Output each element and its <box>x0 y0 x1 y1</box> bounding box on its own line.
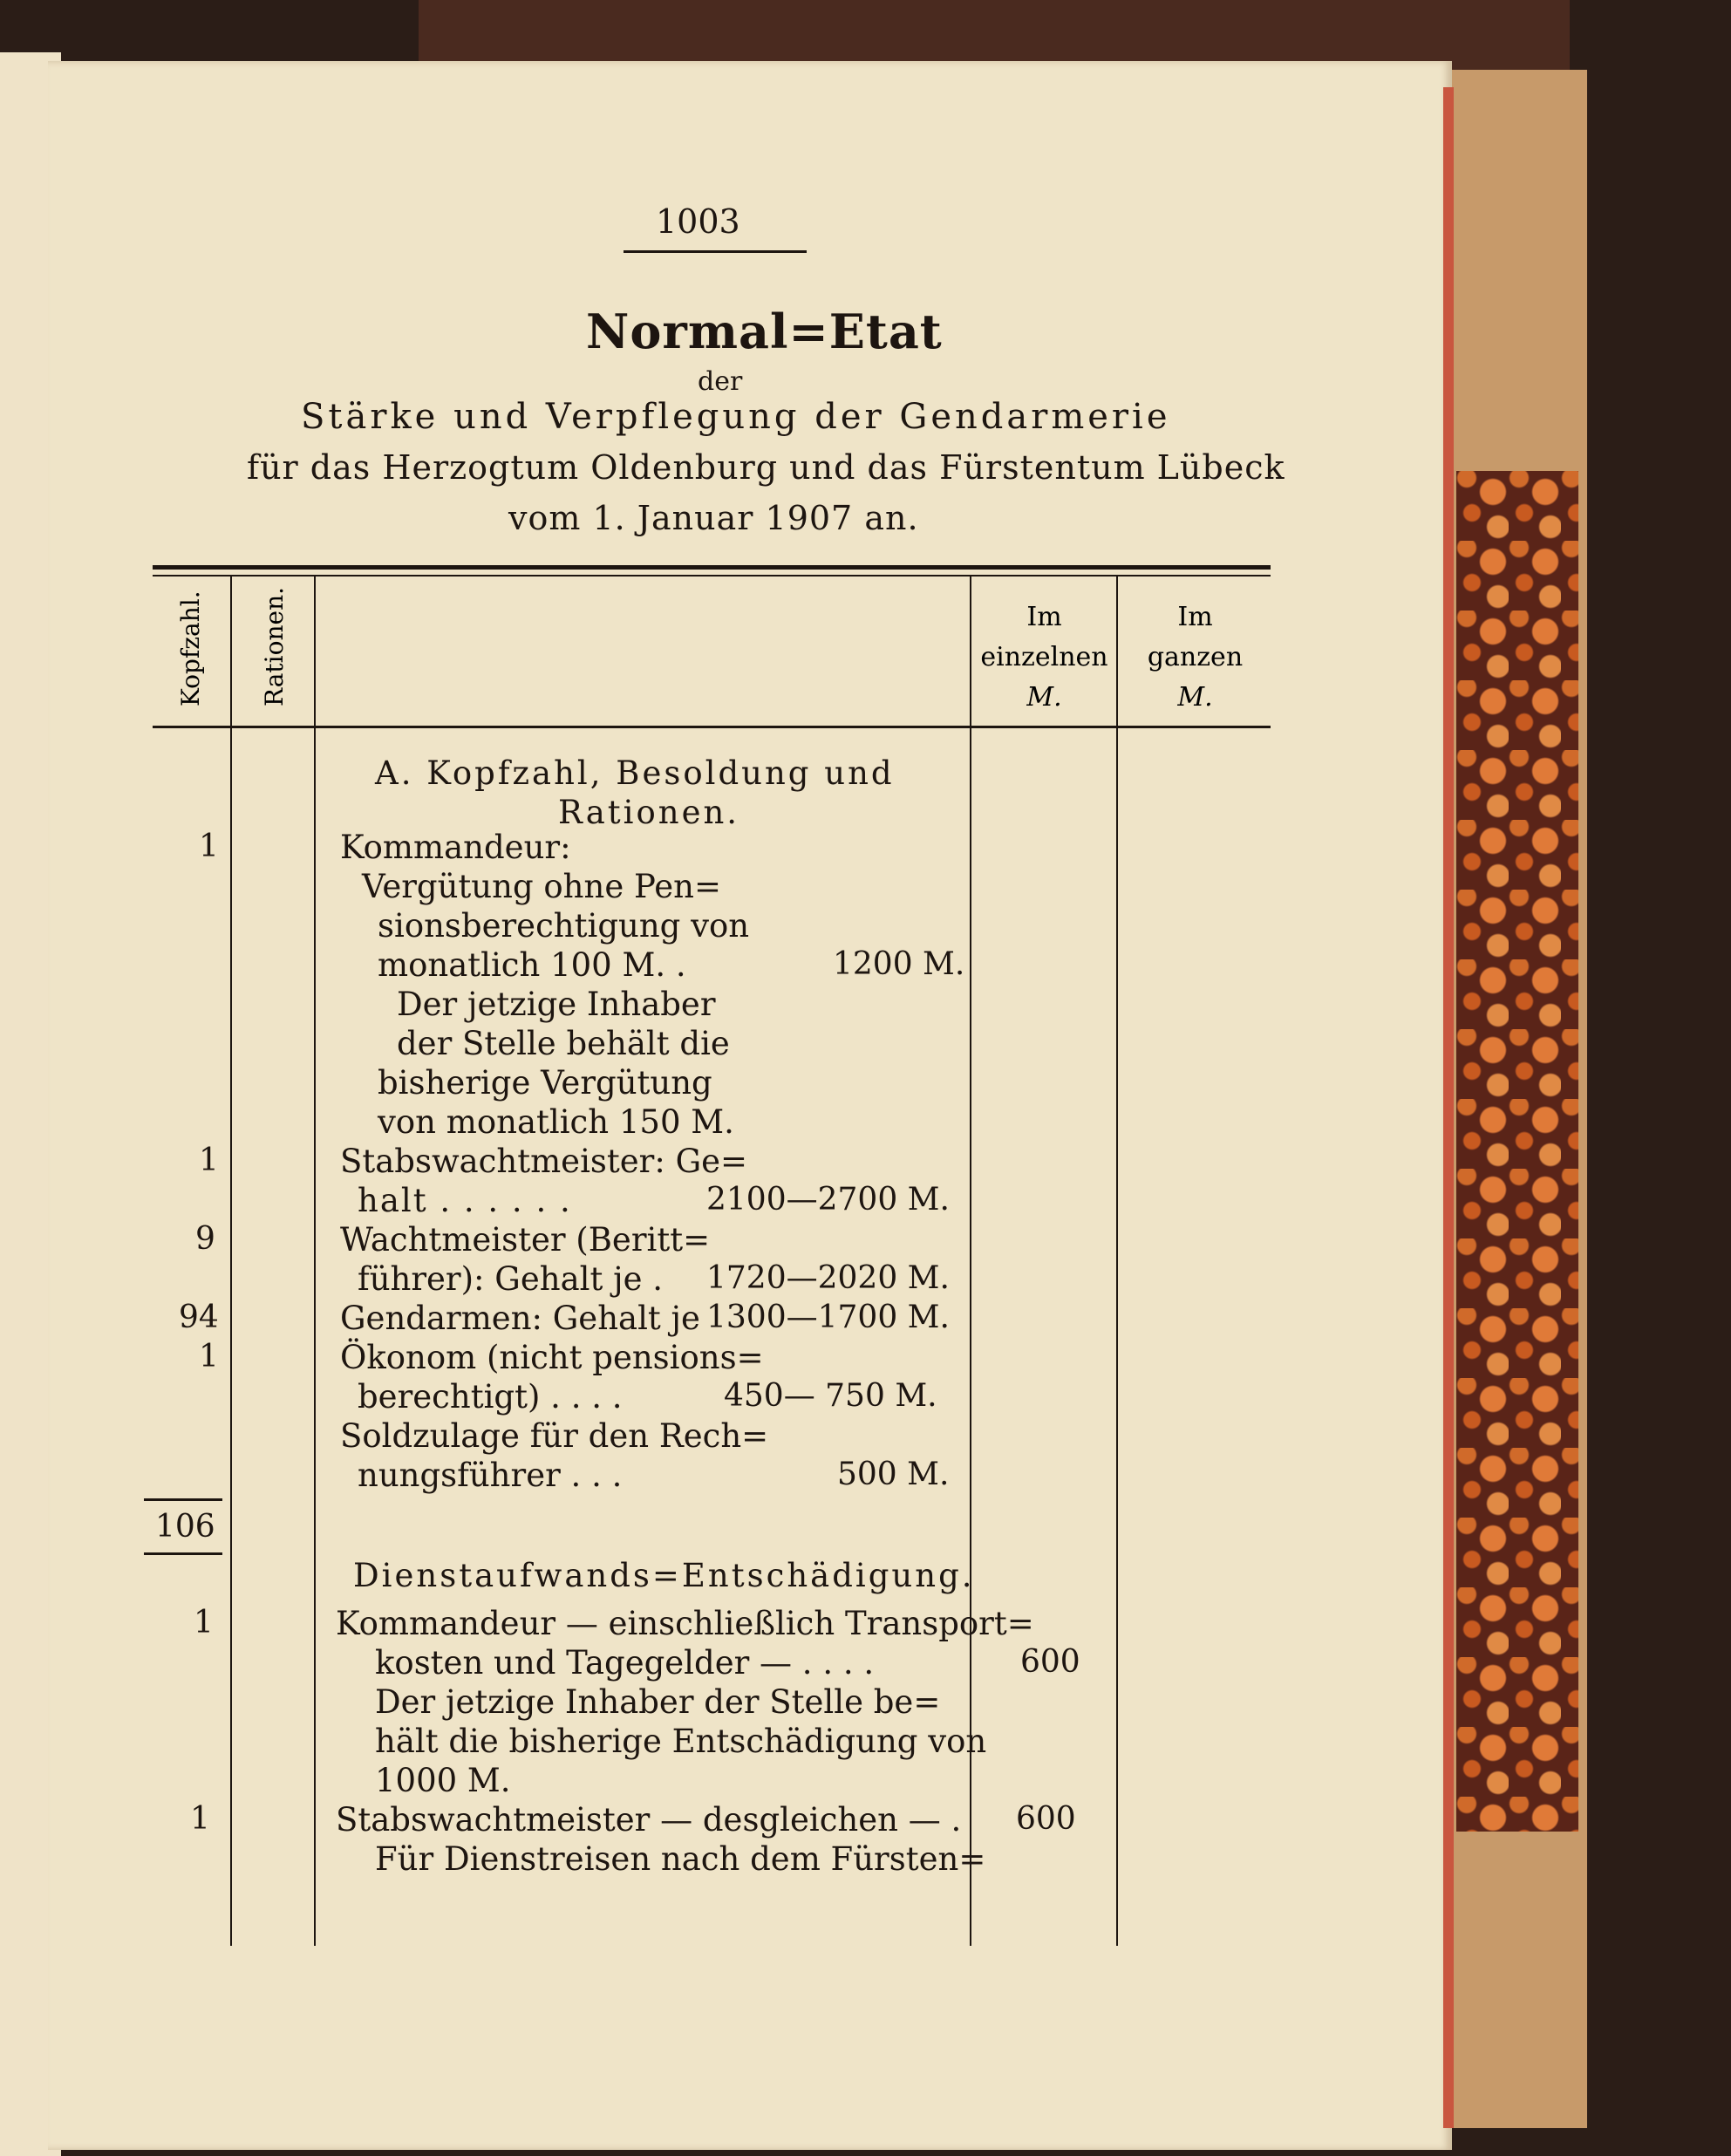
section-a-heading-2: Rationen. <box>558 794 740 831</box>
total-kopfzahl: 106 <box>155 1509 215 1545</box>
amount-wacht: 1720—2020 M. <box>706 1260 950 1296</box>
row-b-kommandeur-l2: kosten und Tagegelder — . . . . <box>375 1644 875 1682</box>
note-kommandeur-l2: der Stelle behält die <box>397 1025 730 1062</box>
note-b-kommandeur-l3: 1000 M. <box>375 1762 511 1799</box>
row-soldzulage-l1: Soldzulage für den Rech= <box>340 1417 769 1455</box>
row-oekonom-l2: berechtigt) . . . . <box>358 1378 623 1416</box>
total-rule-bottom <box>144 1552 222 1555</box>
page-title: Normal=Etat <box>586 304 943 359</box>
amount-gendarmen: 1300—1700 M. <box>706 1300 950 1335</box>
column-divider-1 <box>230 577 232 1946</box>
amount-kommandeur: 1200 M. <box>833 946 965 982</box>
subtitle-der: der <box>698 366 743 397</box>
subtitle-line-2: für das Herzogtum Oldenburg und das Fürstentum Lübeck <box>247 448 1285 487</box>
header-im-einzelnen: Im einzelnen M. <box>980 602 1108 713</box>
row-soldzulage-l2: nungsführer . . . <box>358 1457 623 1494</box>
count-kommandeur-b: 1 <box>194 1605 214 1641</box>
row-gendarmen: Gendarmen: Gehalt je <box>340 1300 700 1337</box>
marbled-cover <box>1456 471 1578 1832</box>
section-b-heading: Dienstaufwands=Entschädigung. <box>353 1557 975 1594</box>
header-kopfzahl: Kopfzahl. <box>176 590 205 706</box>
amount-oekonom: 450— 750 M. <box>724 1378 937 1414</box>
amount-b-stabswacht: 600 <box>1016 1801 1076 1837</box>
count-kommandeur: 1 <box>199 829 219 864</box>
row-kommandeur-l4: monatlich 100 M. . <box>378 946 686 984</box>
row-wacht-l2: führer): Gehalt je . <box>358 1260 663 1298</box>
column-divider-4 <box>1116 577 1118 1946</box>
row-b-stabswacht: Stabswachtmeister — desgleichen — . <box>336 1801 962 1839</box>
note-kommandeur-l4: von monatlich 150 M. <box>378 1103 734 1141</box>
count-stabswacht-b: 1 <box>190 1801 210 1837</box>
column-divider-2 <box>314 577 316 1946</box>
amount-b-kommandeur: 600 <box>1020 1644 1080 1680</box>
table-header-rule <box>153 726 1271 728</box>
header-im-ganzen: Im ganzen M. <box>1147 602 1244 713</box>
note-kommandeur-l3: bisherige Vergütung <box>378 1064 712 1102</box>
count-wachtmeister: 9 <box>195 1221 215 1257</box>
page-number-rule <box>624 250 807 253</box>
count-oekonom: 1 <box>199 1339 219 1375</box>
note-kommandeur-l1: Der jetzige Inhaber <box>397 986 716 1023</box>
row-stabswacht-l2: halt . . . . . . <box>358 1182 572 1219</box>
count-gendarmen: 94 <box>179 1300 219 1335</box>
row-oekonom-l1: Ökonom (nicht pensions= <box>340 1339 764 1376</box>
table-top-thin-rule <box>153 575 1271 577</box>
red-page-edge <box>1443 87 1454 2128</box>
note-b-kommandeur-l2: hält die bisherige Entschädigung von <box>375 1723 987 1760</box>
row-stabswacht-l1: Stabswachtmeister: Ge= <box>340 1143 748 1180</box>
subtitle-line-3: vom 1. Januar 1907 an. <box>508 499 919 537</box>
row-kommandeur-l3: sionsberechtigung von <box>378 907 750 945</box>
note-b-kommandeur-l1: Der jetzige Inhaber der Stelle be= <box>375 1683 941 1721</box>
row-kommandeur-l2: Vergütung ohne Pen= <box>362 868 721 905</box>
row-kommandeur-l1: Kommandeur: <box>340 829 571 866</box>
count-stabswachtmeister: 1 <box>199 1143 219 1178</box>
amount-stabswacht: 2100—2700 M. <box>706 1182 950 1218</box>
row-wacht-l1: Wachtmeister (Beritt= <box>340 1221 711 1259</box>
table-top-thick-rule <box>153 565 1271 570</box>
header-rationen: Rationen. <box>260 586 289 706</box>
subtitle-line-1: Stärke und Verpflegung der Gendarmerie <box>301 397 1171 437</box>
page-number: 1003 <box>656 202 740 241</box>
row-b-kommandeur-l1: Kommandeur — einschließlich Transport= <box>336 1605 1034 1642</box>
total-rule-top <box>144 1498 222 1501</box>
amount-soldzulage: 500 M. <box>837 1457 950 1492</box>
section-a-heading: A. Kopfzahl, Besoldung und <box>375 754 895 792</box>
row-b-dienstreisen: Für Dienstreisen nach dem Fürsten= <box>375 1840 986 1878</box>
